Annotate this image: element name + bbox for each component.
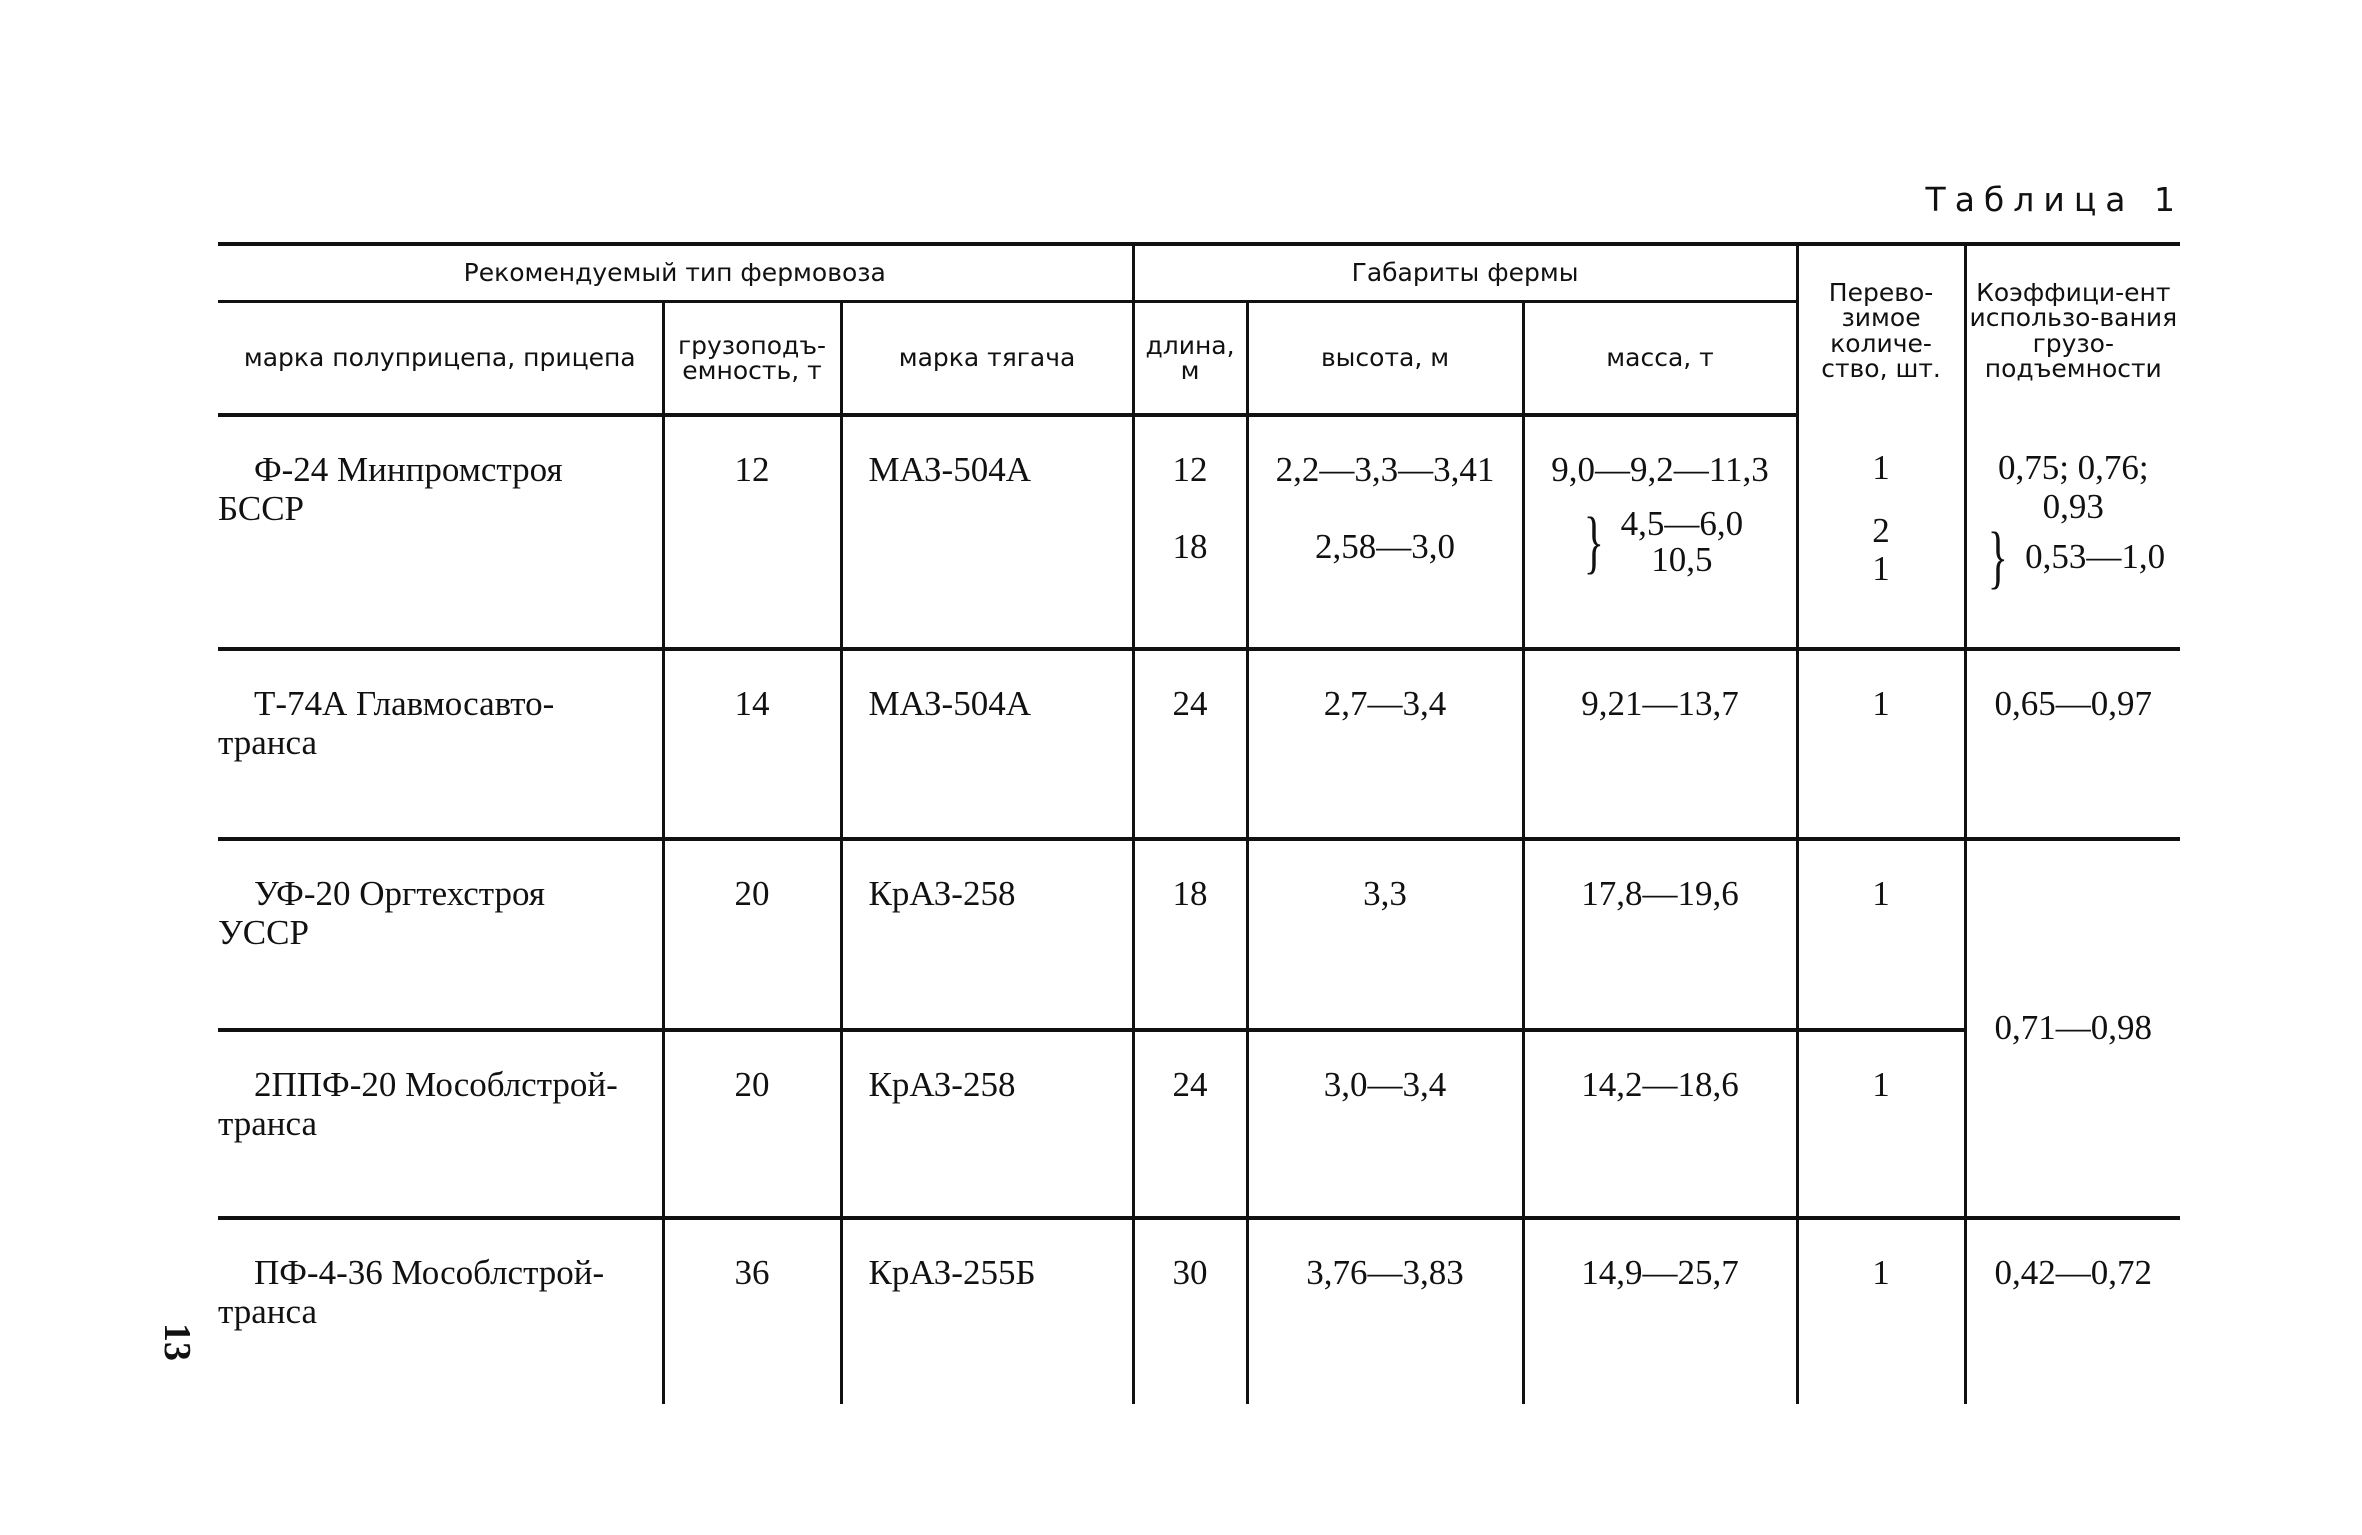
length-value: 18 <box>1172 526 1208 566</box>
header-truss-group: Габариты фермы <box>1133 244 1797 302</box>
header-row-groups <box>218 244 2180 302</box>
cell-quantity: 1 <box>1797 839 1965 1030</box>
header-tractor: марка тягача <box>841 302 1133 416</box>
cell-coefficient: 0,71—0,98 <box>1965 839 2180 1218</box>
trailer-name: ПФ-4-36 Мособлстрой- <box>254 1253 605 1292</box>
table-row <box>218 415 2180 649</box>
trailer-name-cont: транса <box>218 1103 317 1143</box>
cell-quantity: 1 <box>1797 1218 1965 1404</box>
trailer-name: 2ППФ-20 Мособлстрой- <box>254 1065 618 1104</box>
cell-capacity: 20 <box>663 1030 841 1218</box>
cell-mass: 14,2—18,6 <box>1523 1030 1797 1218</box>
trailer-name-cont: УССР <box>218 912 309 952</box>
cell-trailer <box>218 1030 663 1218</box>
cell-mass: 14,9—25,7 <box>1523 1218 1797 1404</box>
mass-brace-group <box>1577 503 1744 581</box>
table-caption: Таблица 1 <box>1925 180 2184 219</box>
cell-height: 3,3 <box>1247 839 1523 1030</box>
cell-mass: 17,8—19,6 <box>1523 839 1797 1030</box>
cell-capacity: 36 <box>663 1218 841 1404</box>
cell-tractor: КрАЗ-258 <box>841 839 1133 1030</box>
trailer-name-cont: транса <box>218 722 317 762</box>
header-coefficient: Коэффици-ент использо-вания грузо-подъемности <box>1965 244 2180 415</box>
header-length: длина, м <box>1133 302 1247 416</box>
cell-quantity <box>1797 415 1965 649</box>
cell-tractor: КрАЗ-255Б <box>841 1218 1133 1404</box>
cell-capacity: 12 <box>663 415 841 649</box>
table-row <box>218 649 2180 839</box>
cell-capacity: 20 <box>663 839 841 1030</box>
page-number: 13 <box>156 1323 198 1361</box>
table-row <box>218 839 2180 1030</box>
cell-trailer <box>218 649 663 839</box>
cell-coefficient <box>1965 415 2180 649</box>
height-value: 2,58—3,0 <box>1315 526 1456 566</box>
brace-icon: } <box>1988 519 2009 596</box>
qty-value: 1 <box>1872 448 1890 487</box>
cell-length: 18 <box>1133 839 1247 1030</box>
coef-value: 0,53—1,0 <box>2025 537 2166 577</box>
cell-length: 24 <box>1133 1030 1247 1218</box>
coef-value: 0,75; 0,76; 0,93 <box>1997 448 2149 526</box>
qty-value: 1 <box>1872 549 1890 588</box>
qty-value: 2 <box>1872 510 1890 550</box>
table-row <box>218 1218 2180 1404</box>
mass-value: 4,5—6,0 <box>1620 503 1744 543</box>
header-mass: масса, т <box>1523 302 1797 416</box>
trailer-name: Ф-24 Минпромстроя <box>254 450 563 489</box>
table-row <box>218 1030 2180 1218</box>
cell-coefficient: 0,65—0,97 <box>1965 649 2180 839</box>
trailer-name: Т-74А Главмосавто- <box>254 684 555 723</box>
mass-value: 9,0—9,2—11,3 <box>1551 450 1769 489</box>
cell-quantity: 1 <box>1797 1030 1965 1218</box>
cell-tractor: КрАЗ-258 <box>841 1030 1133 1218</box>
header-vehicle-group: Рекомендуемый тип фермовоза <box>218 244 1133 302</box>
trailer-name-cont: БССР <box>218 488 305 528</box>
cell-height: 3,0—3,4 <box>1247 1030 1523 1218</box>
cell-tractor: МАЗ-504А <box>841 649 1133 839</box>
cell-trailer <box>218 415 663 649</box>
cell-height: 3,76—3,83 <box>1247 1218 1523 1404</box>
cell-length: 24 <box>1133 649 1247 839</box>
header-height: высота, м <box>1247 302 1523 416</box>
cell-capacity: 14 <box>663 649 841 839</box>
cell-mass <box>1523 415 1797 649</box>
length-value: 12 <box>1172 450 1208 489</box>
cell-tractor: МАЗ-504А <box>841 415 1133 649</box>
cell-height <box>1247 415 1523 649</box>
cell-quantity: 1 <box>1797 649 1965 839</box>
cell-height: 2,7—3,4 <box>1247 649 1523 839</box>
cell-coefficient: 0,42—0,72 <box>1965 1218 2180 1404</box>
mass-value: 10,5 <box>1651 540 1713 580</box>
header-trailer: марка полуприцепа, прицепа <box>218 302 663 416</box>
truss-carrier-table <box>218 242 2180 1404</box>
cell-trailer <box>218 839 663 1030</box>
cell-length <box>1133 415 1247 649</box>
height-value: 2,2—3,3—3,41 <box>1275 450 1495 489</box>
cell-length: 30 <box>1133 1218 1247 1404</box>
brace-icon: } <box>1583 503 1604 581</box>
trailer-name: УФ-20 Оргтехстроя <box>254 874 545 913</box>
header-capacity: грузоподъ-емность, т <box>663 302 841 416</box>
trailer-name-cont: транса <box>218 1291 317 1331</box>
cell-trailer <box>218 1218 663 1404</box>
coef-brace-group <box>1981 519 2166 596</box>
cell-mass: 9,21—13,7 <box>1523 649 1797 839</box>
header-quantity: Перево-зимое количе-ство, шт. <box>1797 244 1965 415</box>
